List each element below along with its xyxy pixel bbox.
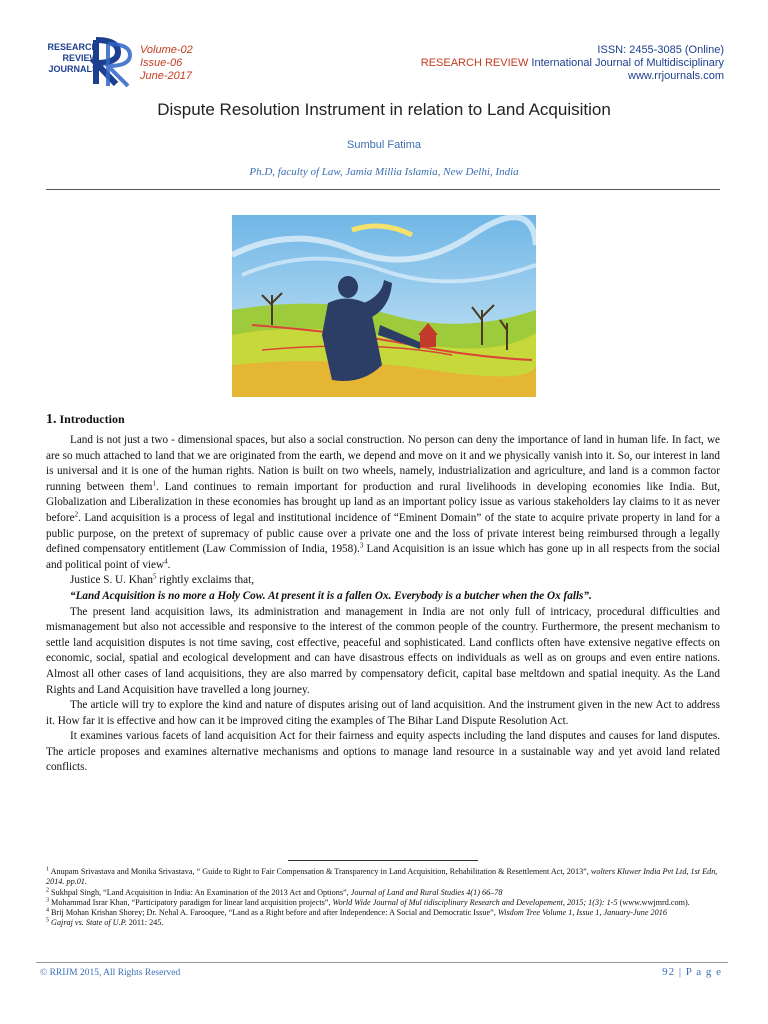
journal-info: [421, 44, 724, 83]
paper-title: Dispute Resolution Instrument in relation to Land Acquisition: [157, 100, 611, 119]
copyright-notice: © RRIJM 2015, All Rights Reserved: [40, 968, 181, 978]
footnote: $^3$ Mohammad Israr Khan, “Participatory paradigm for linear land acquisition projects”, World Wide Journal of Mul tidisciplinary Research and Developement, 2015; 1(3): 1-5 (www.wwjmrd.com).: [46, 897, 690, 907]
issue-info: [140, 44, 193, 83]
paragraph: The present land acquisition laws, its administration and management in India are not only full of intricacy, procedural difficulties and mismanagement but also not accessible and responsive to the interest of the common people of the country. Furthermore, the present mechanism to settle land acquisition disputes is not time saving, cost effective, peaceful and sophisticated. Land conflicts often have extensive negative effects on economic, social, spatial and ecological development and can have disastrous effects on individuals as well as on groups and even entire nations. Almost all other cases of land acquisitions, they are also marred by compensatory deficit, capital base meltdown and spatial inequity. As the Land Rights and Land Acquisition have travelled a long journey.: [46, 605, 720, 696]
paragraph: Justice S. U. Khan$^5$ rightly exclaims that,: [70, 572, 255, 587]
issn-label: ISSN: 2455-3085 (Online): [597, 44, 724, 56]
author-name: Sumbul Fatima: [347, 139, 421, 151]
author-affiliation: Ph.D, faculty of Law, Jamia Millia Islamia, New Delhi, India: [249, 166, 519, 178]
issue-label: Issue-06: [140, 57, 183, 69]
footer-divider: [36, 962, 728, 963]
footnote: $^2$ Sukhpal Singh, “Land Acquisition in India: An Examination of the 2013 Act and Options”, Journal of Land and Rural Studies 4(1) 66–78: [46, 886, 503, 897]
header-divider: [46, 189, 720, 190]
journal-header: [44, 36, 724, 92]
footnote: $^4$ Brij Mohan Krishan Shorey; Dr. Nehal A. Farooquee, “Land as a Right before and after Independence: A Social and Democratic Issue”, Wisdom Tree Volume 1, Issue 1, January-June 2016: [46, 907, 667, 918]
footnotes: [46, 867, 722, 929]
land-illustration: [232, 215, 536, 397]
journal-name: RESEARCH REVIEW International Journal of Multidisciplinary: [420, 57, 724, 69]
footnote: $^5$ Gajraj vs. State of U.P. 2011: 245.: [46, 917, 164, 928]
paragraph: Land is not just a two - dimensional spaces, but also a social construction. No person can deny the importance of land in human life. In fact, we are so much attached to land that we are originated from the earth, we depend and move on it and we physically vanish into it. So, our interest in land is universal and it is one of the human rights. Nation is built on two wheels, namely, industrialization and agriculture, and land is a common factor running between them$^1$. Land continues to remain important for production and rural livelihoods in developing economies like India. But, Globalization and Liberalization in these economies has brought up land as an important policy issue as various stakeholders lay claims to it as never before$^2$. Land acquisition is a process of legal and institutional incidence of “Eminent Domain” of the state to acquire private property in land for a public purpose, on the pretext of supremacy of public cause over a private one and the loss of private interest being reimbursed through a legally defined compensatory entitlement (Law Commission of India, 1958).$^3$ Land Acquisition is an issue which has gone up in all respects from the social and political point of view$^4$.: [46, 434, 720, 571]
paragraph: The article will try to explore the kind and nature of disputes arising out of land acquisition. And the instrument given in the new Act to address it. How far it is effective and how can it be improved citing the examples of The Bihar Land Dispute Resolution Act.: [46, 699, 720, 727]
footnote-divider: [288, 860, 478, 861]
body-text: [46, 433, 720, 776]
date-label: June-2017: [140, 70, 192, 82]
journal-website[interactable]: www.rrjournals.com: [628, 70, 724, 82]
paragraph: It examines various facets of land acquisition Act for their fairness and equity aspects including the land disputes and causes for land disputes. The article proposes and examines alternative mechanisms and options to manage land resource in a sustainable way and yet avoid land related conflicts.: [46, 730, 720, 774]
block-quote: “Land Acquisition is no more a Holy Cow. At present it is a fallen Ox. Everybody is a butcher when the Ox falls”.: [70, 589, 592, 602]
volume-label: Volume-02: [140, 44, 193, 56]
logo-wordmark: RESEARCH REVIEW JOURNALS: [47, 42, 98, 74]
page-number: 92 | P a g e: [662, 966, 722, 978]
journal-logo: [44, 36, 136, 88]
footnote: $^1$ Anupam Srivastava and Monika Srivastava, “ Guide to Right to Fair Compensation & Transparency in Land Acquisition, Rehabilitation & Resettlement Act, 2013”, wolters Kluwer India Pvt Ltd, 1st Edn, 2014. pp.01.: [46, 866, 718, 887]
section-heading: 1. Introduction: [46, 412, 125, 427]
